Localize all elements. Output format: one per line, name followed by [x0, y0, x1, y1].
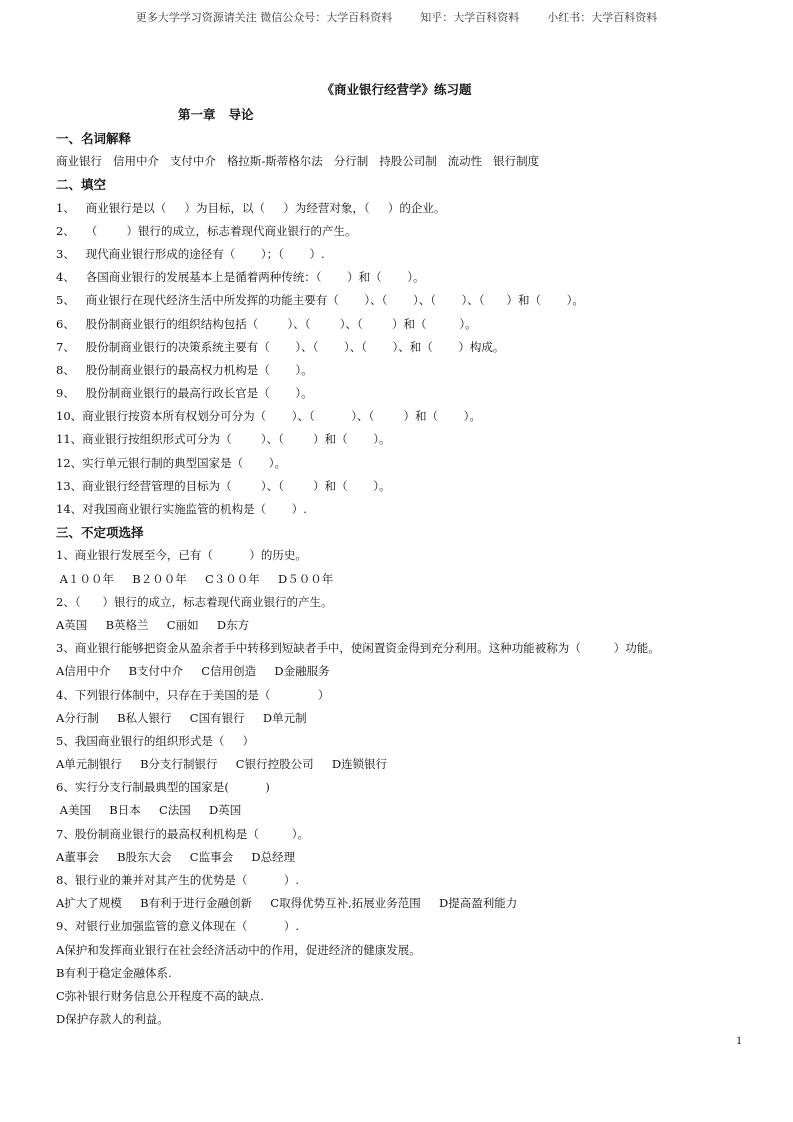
text-line: 10、商业银行按资本所有权划分可分为（ ）、（ ）、（ ）和（ ）。 — [56, 409, 481, 424]
text-line: 8、银行业的兼并对其产生的优势是（ ）. — [56, 873, 300, 887]
text-line: 11、商业银行按组织形式可分为（ ）、（ ）和（ ）。 — [56, 432, 391, 447]
text-line: 2、（ ）银行的成立，标志着现代商业银行的产生。 — [56, 594, 333, 609]
text-line: 14、对我国商业银行实施监管的机构是（ ）. — [56, 502, 307, 516]
text-line: 13、商业银行经营管理的目标为（ ）、（ ）和（ ）。 — [56, 478, 391, 493]
text-line: 9、 股份制商业银行的最高行政长官是（ ）。 — [56, 386, 313, 401]
text-line: 12、实行单元银行制的典型国家是（ ）。 — [56, 455, 286, 470]
text-line: 3、 现代商业银行形成的途径有（ ）；（ ）. — [56, 246, 325, 261]
text-line: 3、商业银行能够把资金从盈余者手中转移到短缺者手中，使闲置资金得到充分利用。这种功能被称为（ ）功能。 — [56, 641, 660, 656]
text-line: 2、 （ ）银行的成立，标志着现代商业银行的产生。 — [56, 223, 357, 238]
text-line: A单元制银行 B分支行制银行 C银行控股公司 D连锁银行 — [56, 757, 388, 772]
text-line: 4、 各国商业银行的发展基本上是循着两种传统：（ ）和（ ）。 — [56, 270, 425, 285]
section-heading: 二、填空 — [56, 177, 107, 193]
page-number: 1 — [736, 1033, 742, 1047]
text-line: 9、对银行业加强监管的意义体现在（ ）. — [56, 919, 300, 934]
text-line: 6、实行分支行制最典型的国家是( ) — [56, 780, 270, 795]
text-line: A美国 B日本 C法国 D英国 — [56, 803, 242, 818]
text-line: A１００年 B２００年 C３００年 D５００年 — [56, 571, 334, 586]
section-heading: 三、不定项选择 — [56, 525, 144, 541]
text-line: B有利于稳定金融体系. — [56, 965, 172, 980]
document-title: 《商业银行经营学》练习题 — [321, 82, 472, 97]
text-line: A英国 B英格兰 C丽如 D东方 — [56, 617, 250, 632]
text-line: A扩大了规模 B有利于进行金融创新 C取得优势互补,拓展业务范围 D提高盈利能力 — [56, 896, 518, 911]
text-line: 商业银行 信用中介 支付中介 格拉斯-斯蒂格尔法 分行制 持股公司制 流动性 银行制度 — [56, 154, 540, 169]
text-line: 1、 商业银行是以（ ）为目标，以（ ）为经营对象，（ ）的企业。 — [56, 200, 446, 215]
text-line: C弥补银行财务信息公开程度不高的缺点. — [56, 988, 264, 1003]
text-line: A董事会 B股东大会 C监事会 D总经理 — [56, 849, 296, 864]
text-line: 6、 股份制商业银行的组织结构包括（ ）、（ ）、（ ）和（ ）。 — [56, 316, 477, 331]
text-line: 7、股份制商业银行的最高权利机构是（ ）。 — [56, 826, 309, 841]
text-line: 1、商业银行发展至今，已有（ ）的历史。 — [56, 548, 307, 563]
section-heading: 一、名词解释 — [56, 131, 132, 146]
text-line: 5、我国商业银行的组织形式是（ ） — [56, 733, 255, 748]
text-line: 8、 股份制商业银行的最高权力机构是（ ）。 — [56, 362, 313, 377]
chapter-heading: 第一章 导论 — [178, 107, 254, 122]
text-line: A保护和发挥商业银行在社会经济活动中的作用，促进经济的健康发展。 — [56, 942, 421, 957]
text-line: 5、 商业银行在现代经济生活中所发挥的功能主要有（ ）、（ ）、（ ）、（ ）和（ ）。 — [56, 293, 584, 308]
text-line: A分行制 B私人银行 C国有银行 D单元制 — [56, 710, 307, 725]
page-header: 更多大学学习资源请关注 微信公众号：大学百科资料 知乎：大学百科资料 小红书：大学百科资料 — [135, 11, 658, 24]
text-line: 4、下列银行体制中，只存在于美国的是（ ） — [56, 687, 330, 702]
exercise-content — [56, 127, 756, 1031]
text-line: 7、 股份制商业银行的决策系统主要有（ ）、（ ）、（ ）、和（ ）构成。 — [56, 339, 505, 354]
text-line: A信用中介 B支付中介 C信用创造 D金融服务 — [56, 664, 330, 679]
text-line: D保护存款人的利益。 — [56, 1012, 169, 1027]
